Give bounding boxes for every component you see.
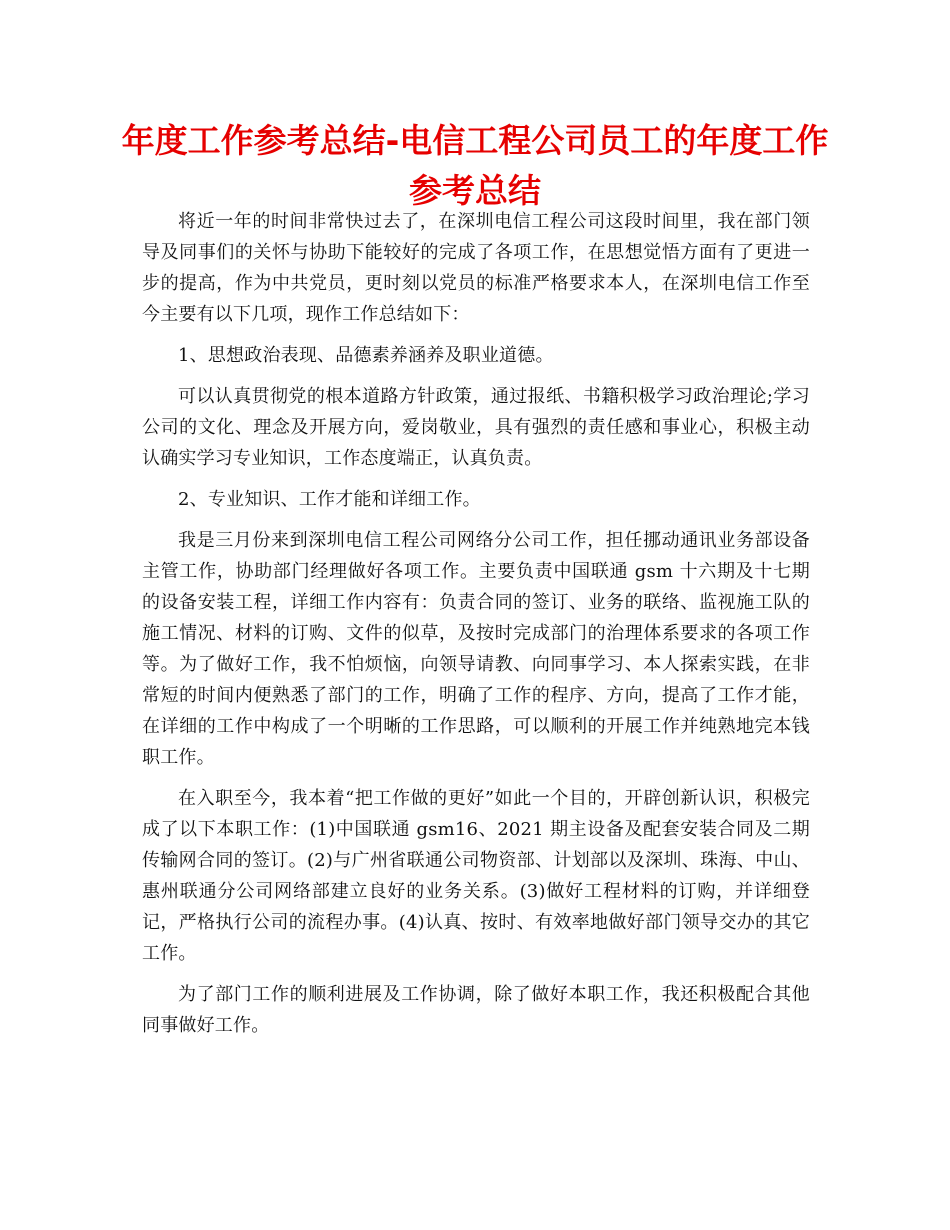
- document-title: 年度工作参考总结-电信工程公司员工的年度工作参考总结: [121, 121, 829, 210]
- paragraph-section-1: 可以认真贯彻党的根本道路方针政策，通过报纸、书籍积极学习政治理论;学习公司的文化、理念及开展方向，爱岗敬业，具有强烈的责任感和事业心，积极主动认确实学习专业知识，工作态度端正，认真负责。: [142, 386, 810, 469]
- paragraph-section-2: 我是三月份来到深圳电信工程公司网络分公司工作，担任挪动通讯业务部设备主管工作，协助部门经理做好各项工作。主要负责中国联通 gsm 十六期及十七期的设备安装工程，详细工作内容有：负责合同的签订、业务的联络、监视施工队的施工情况、材料的订购、文件的似草，及按时完成部门的治理体系要求的各项工作等。为了做好工作，我不怕烦恼，向领导请教、向同事学习、本人探索实践，在非常短的时间内便熟悉了部门的工作，明确了工作的程序、方向，提高了工作才能，在详细的工作中构成了一个明晰的工作思路，可以顺利的开展工作并纯熟地完本钱职工作。: [142, 530, 810, 768]
- section-heading-2: 2、专业知识、工作才能和详细工作。: [178, 489, 481, 510]
- paragraph-intro: 将近一年的时间非常快过去了，在深圳电信工程公司这段时间里，我在部门领导及同事们的关怀与协助下能较好的完成了各项工作，在思想觉悟方面有了更进一步的提高，作为中共党员，更时刻以党员的标准严格要求本人，在深圳电信工作至今主要有以下几项，现作工作总结如下：: [142, 211, 810, 325]
- paragraph-achievements: 在入职至今，我本着“把工作做的更好”如此一个目的，开辟创新认识，积极完成了以下本职工作：(1)中国联通 gsm16、2021 期主设备及配套安装合同及二期传输网合同的签订。(2)与广州省联通公司物资部、计划部以及深圳、珠海、中山、惠州联通分公司网络部建立良好的业务关系。(3)做好工程材料的订购，并详细登记，严格执行公司的流程办事。(4)认真、按时、有效率地做好部门领导交办的其它工作。: [142, 788, 810, 964]
- section-heading-1: 1、思想政治表现、品德素养涵养及职业道德。: [178, 345, 554, 366]
- document-body: [142, 206, 810, 1051]
- paragraph-cooperation: 为了部门工作的顺利进展及工作协调，除了做好本职工作，我还积极配合其他同事做好工作。: [142, 984, 810, 1036]
